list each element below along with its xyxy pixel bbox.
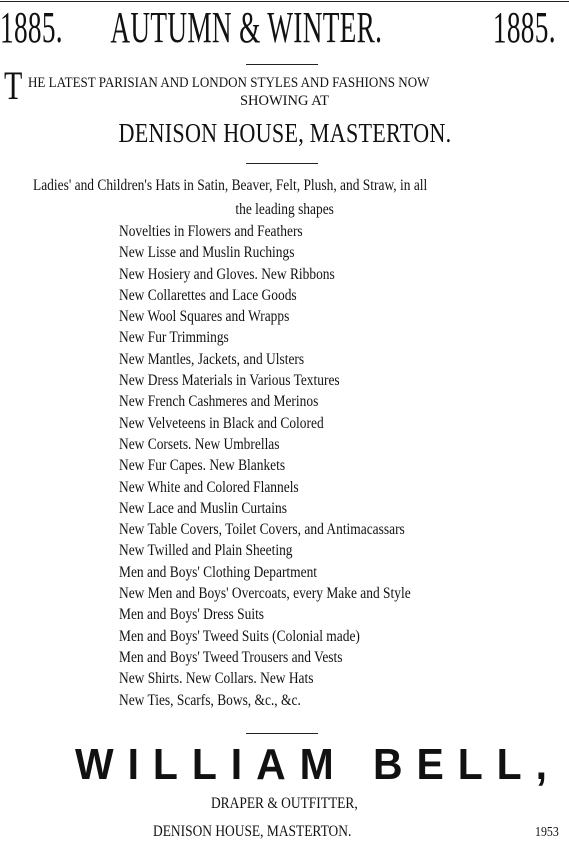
drop-cap: T xyxy=(4,63,23,108)
list-item: New Velveteens in Black and Colored xyxy=(119,414,324,432)
list-item: New French Cashmeres and Merinos xyxy=(119,393,319,411)
intro-line-1: HE LATEST PARISIAN AND LONDON STYLES AND FASHIONS NOW xyxy=(28,75,430,91)
list-item: Men and Boys' Tweed Suits (Colonial made) xyxy=(119,627,360,645)
list-item: New Wool Squares and Wrapps xyxy=(119,308,290,326)
divider-2 xyxy=(246,163,318,164)
list-item: New Shirts. New Collars. New Hats xyxy=(119,670,314,688)
list-item: New Corsets. New Umbrellas xyxy=(119,435,280,453)
list-item: New Fur Trimmings xyxy=(119,329,229,347)
divider-1 xyxy=(246,64,318,65)
list-item: New Men and Boys' Overcoats, every Make and Style xyxy=(119,585,411,603)
list-item: Men and Boys' Tweed Trousers and Vests xyxy=(119,648,343,666)
list-item: New Dress Materials in Various Textures xyxy=(119,372,340,390)
headline xyxy=(0,2,556,54)
headline-year-right: 1885. xyxy=(492,3,556,52)
ad-reference-number: 1953 xyxy=(535,825,559,840)
divider-3 xyxy=(246,733,318,734)
list-item: New Collarettes and Lace Goods xyxy=(119,286,297,304)
intro-line-2: SHOWING AT xyxy=(239,93,329,109)
merchant-name: WILLIAM BELL, xyxy=(75,740,561,789)
list-item: Novelties in Flowers and Feathers xyxy=(119,223,303,240)
top-border xyxy=(0,1,569,2)
merchant-trade-text: DRAPER & OUTFITTER, xyxy=(211,795,358,812)
venue-heading-text: DENISON HOUSE, MASTERTON. xyxy=(118,118,451,148)
goods-list xyxy=(119,221,569,711)
lead-line-2 xyxy=(0,200,569,220)
list-item: New White and Colored Flannels xyxy=(119,478,299,496)
headline-season: AUTUMN & WINTER. xyxy=(110,3,383,52)
lead-line-1: Ladies' and Children's Hats in Satin, Beaver, Felt, Plush, and Straw, in all xyxy=(33,177,428,194)
lead-line-2-text: the leading shapes xyxy=(235,201,334,218)
list-item: New Lisse and Muslin Ruchings xyxy=(119,244,295,262)
list-item: New Ties, Scarfs, Bows, &c., &c. xyxy=(119,691,301,709)
list-item: Men and Boys' Clothing Department xyxy=(119,563,318,581)
venue-heading xyxy=(0,116,569,150)
list-item: Men and Boys' Dress Suits xyxy=(119,606,265,624)
list-item: New Twilled and Plain Sheeting xyxy=(119,542,293,560)
merchant-trade xyxy=(0,794,569,814)
headline-year-left: 1885. xyxy=(0,3,63,52)
list-item: New Fur Capes. New Blankets xyxy=(119,457,286,475)
list-item: New Table Covers, Toilet Covers, and Antimacassars xyxy=(119,521,405,539)
merchant-address: DENISON HOUSE, MASTERTON. xyxy=(153,823,352,840)
list-item: New Lace and Muslin Curtains xyxy=(119,499,287,517)
list-item: New Mantles, Jackets, and Ulsters xyxy=(119,350,305,368)
list-item: New Hosiery and Gloves. New Ribbons xyxy=(119,265,335,283)
